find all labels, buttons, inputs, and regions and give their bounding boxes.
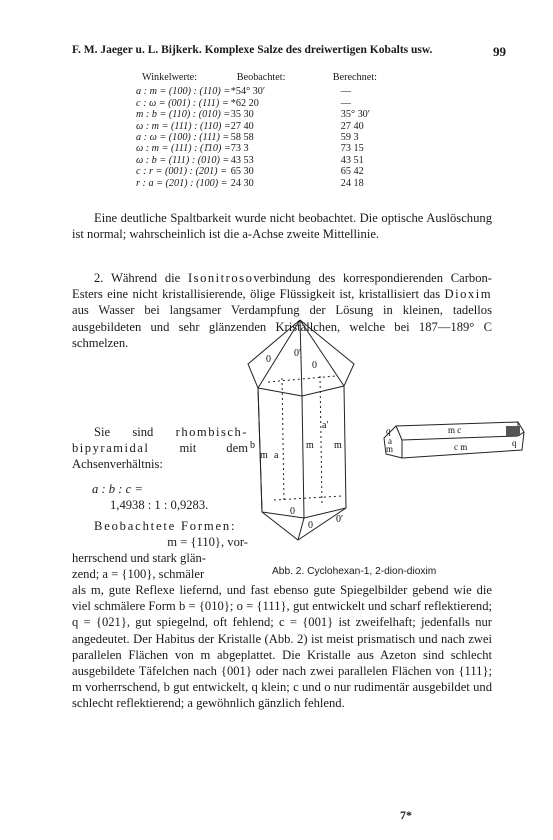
crystal-side-face-label: q	[386, 426, 391, 436]
angle-pair: ω : m = (111) : (110) =	[136, 120, 231, 132]
angle-observed: 24 30	[230, 177, 254, 189]
angle-calculated: 59 3	[340, 132, 359, 144]
crystal-face-label: 0′	[336, 514, 344, 525]
observed-forms-line4: zend; a = {100}, schmäler	[72, 567, 205, 581]
hidden-edge	[282, 378, 284, 502]
angle-pair: r : a = (201) : (100) =	[136, 177, 228, 189]
crystal-face-label: b	[250, 440, 255, 451]
angle-pair: ω : b = (111) : (010) =	[136, 154, 230, 166]
observed-forms-heading: Beobachtete Formen:	[94, 519, 237, 533]
angle-pair: a : ω = (100) : (111) =	[136, 132, 230, 144]
angle-calculated: 65 42	[340, 166, 364, 178]
angle-observed: 73 3	[230, 143, 249, 155]
angle-calculated: 73 15	[340, 143, 364, 155]
angle-pair: ω : m = (111) : (1̄10) =	[136, 143, 231, 155]
crystal-edge	[302, 386, 344, 396]
angle-table-row	[136, 166, 397, 177]
angle-table-row	[136, 143, 397, 154]
angle-table-row	[136, 178, 397, 189]
crystal-face-label: 0	[308, 520, 313, 531]
running-header	[72, 44, 506, 59]
crystal-face-label: a	[274, 450, 279, 461]
axis-ratio-value: 1,4938 : 1 : 0,9283.	[110, 498, 209, 512]
crystal-face-label: 0′	[294, 348, 302, 359]
angle-pair: c : r = (001) : (201) =	[136, 166, 227, 178]
angle-pair: a : m = (100) : (110) =	[136, 86, 231, 98]
figure-caption: Abb. 2. Cyclohexan-1, 2-dion-dioxim	[272, 566, 437, 577]
angle-calculated: 27 40	[340, 120, 364, 132]
crystal-face-label: m	[260, 450, 268, 461]
paragraph-cleavage: Eine deutliche Spaltbarkeit wurde nicht beobachtet. Die optische Auslöschung ist normal; wahrscheinlich ist die a-Achse zweite Mittellinie.	[72, 211, 492, 242]
crystal-side-face-label: c m	[454, 442, 468, 452]
signature-mark: 7*	[400, 808, 412, 822]
crystal-side-face-label: m c	[448, 425, 462, 435]
angle-table-row	[136, 98, 397, 109]
crystal-side-face-label: q	[512, 438, 517, 448]
crystal-face-label: 0	[312, 360, 317, 371]
angle-observed: 58 58	[230, 132, 254, 144]
observed-forms-line3: herrschend und stark glän-	[72, 551, 206, 565]
crystal-face-label: m	[306, 440, 314, 451]
angle-observed: 43 53	[230, 154, 254, 166]
angle-table-row	[136, 121, 397, 132]
axis-ratio-label: a : b : c =	[92, 482, 143, 496]
crystal-labels	[250, 348, 343, 531]
angle-calculated: 24 18	[340, 177, 364, 189]
crystal-face-label: m	[334, 440, 342, 451]
paragraph-dioxim-intro: 2. Während die Isonitrosoverbindung des korrespondierenden Carbon-Esters eine nicht kristallisierende, ölige Flüssigkeit ist, kristallisiert das Dioxim aus Wasser bei langsamer Verdampfung der Lösung in kleinen, tadellos ausgebildeten und sehr glänzenden Kriställchen, welche bei 187—189° C schmelzen.	[72, 271, 493, 350]
angle-observed: 35 30	[230, 109, 254, 121]
angle-calculated: 43 51	[340, 154, 364, 166]
angle-observed: 65 30	[230, 166, 254, 178]
crystal-edge	[302, 396, 304, 518]
angle-calculated: —	[340, 86, 351, 98]
angle-pair: m : b = (110) : (010) =	[136, 109, 231, 121]
crystal-face-label: a′	[322, 420, 329, 431]
angle-table-row	[136, 109, 397, 120]
angle-table-row	[136, 155, 397, 166]
crystal-face-label: 0	[290, 506, 295, 517]
paragraph-symmetry: Sie sind rhombisch-bipyramidal mit dem Achsenverhältnis:	[72, 425, 248, 472]
page-number: 99	[493, 44, 506, 59]
angle-pair: c : ω = (001) : (111) =	[136, 97, 229, 109]
crystal-edge	[300, 320, 344, 386]
angle-calculated: 35° 30′	[340, 109, 371, 121]
crystal-face-label: 0	[266, 354, 271, 365]
angle-observed: 27 40	[230, 120, 254, 132]
angle-table-header-observed: Beobachtet:	[236, 72, 286, 83]
crystal-figure-main	[238, 316, 368, 556]
angle-table-row	[136, 86, 397, 97]
running-title: F. M. Jaeger u. L. Bijkerk. Komplexe Salze des dreiwertigen Kobalts usw.	[72, 44, 433, 56]
crystal-side-edge	[402, 436, 518, 440]
crystal-side-edge	[396, 426, 402, 440]
crystal-edge	[258, 388, 302, 396]
crystal-figure-side	[378, 418, 528, 478]
crystal-side-face-label: m	[386, 444, 394, 454]
angle-table	[136, 72, 397, 189]
angle-table-row	[136, 132, 397, 143]
angle-observed: *54° 30′	[230, 86, 266, 98]
angle-calculated: —	[340, 97, 351, 109]
angle-table-header-pair: Winkelwerte:	[142, 72, 198, 83]
observed-forms-line2: m = {110}, vor-	[167, 535, 248, 549]
angle-observed: *62 20	[230, 97, 259, 109]
crystal-side-shade	[506, 426, 520, 436]
hidden-edge	[320, 376, 322, 504]
paragraph-forms-habit: als m, gute Reflexe liefernd, und fast ebenso gute Spiegelbilder gebend wie die viel schmälere Form b = {010}; o = {111}, gut entwickelt und scharf reflektierend; q = {021}, gut spiegelnd, oft fehlend; c = {001} ist zweifelhaft; jedenfalls nur angedeutet. Der Habitus der Kristalle (Abb. 2) ist meist prismatisch und nach zwei parallelen Flächen von m abgeplattet. Die Kristalle aus Azeton sind schlecht ausgebildete Täfelchen nach {001} oder nach zwei parallelen Flächen von {111}; m vorherrschend, b gut entwickelt, q klein; c und o nur rudimentär ausgebildet und schlecht reflektierend; a gewöhnlich gänzlich fehlend.	[72, 583, 492, 711]
crystal-side-face-label: a	[388, 436, 392, 446]
angle-table-header-calculated: Berechnet:	[332, 72, 377, 83]
